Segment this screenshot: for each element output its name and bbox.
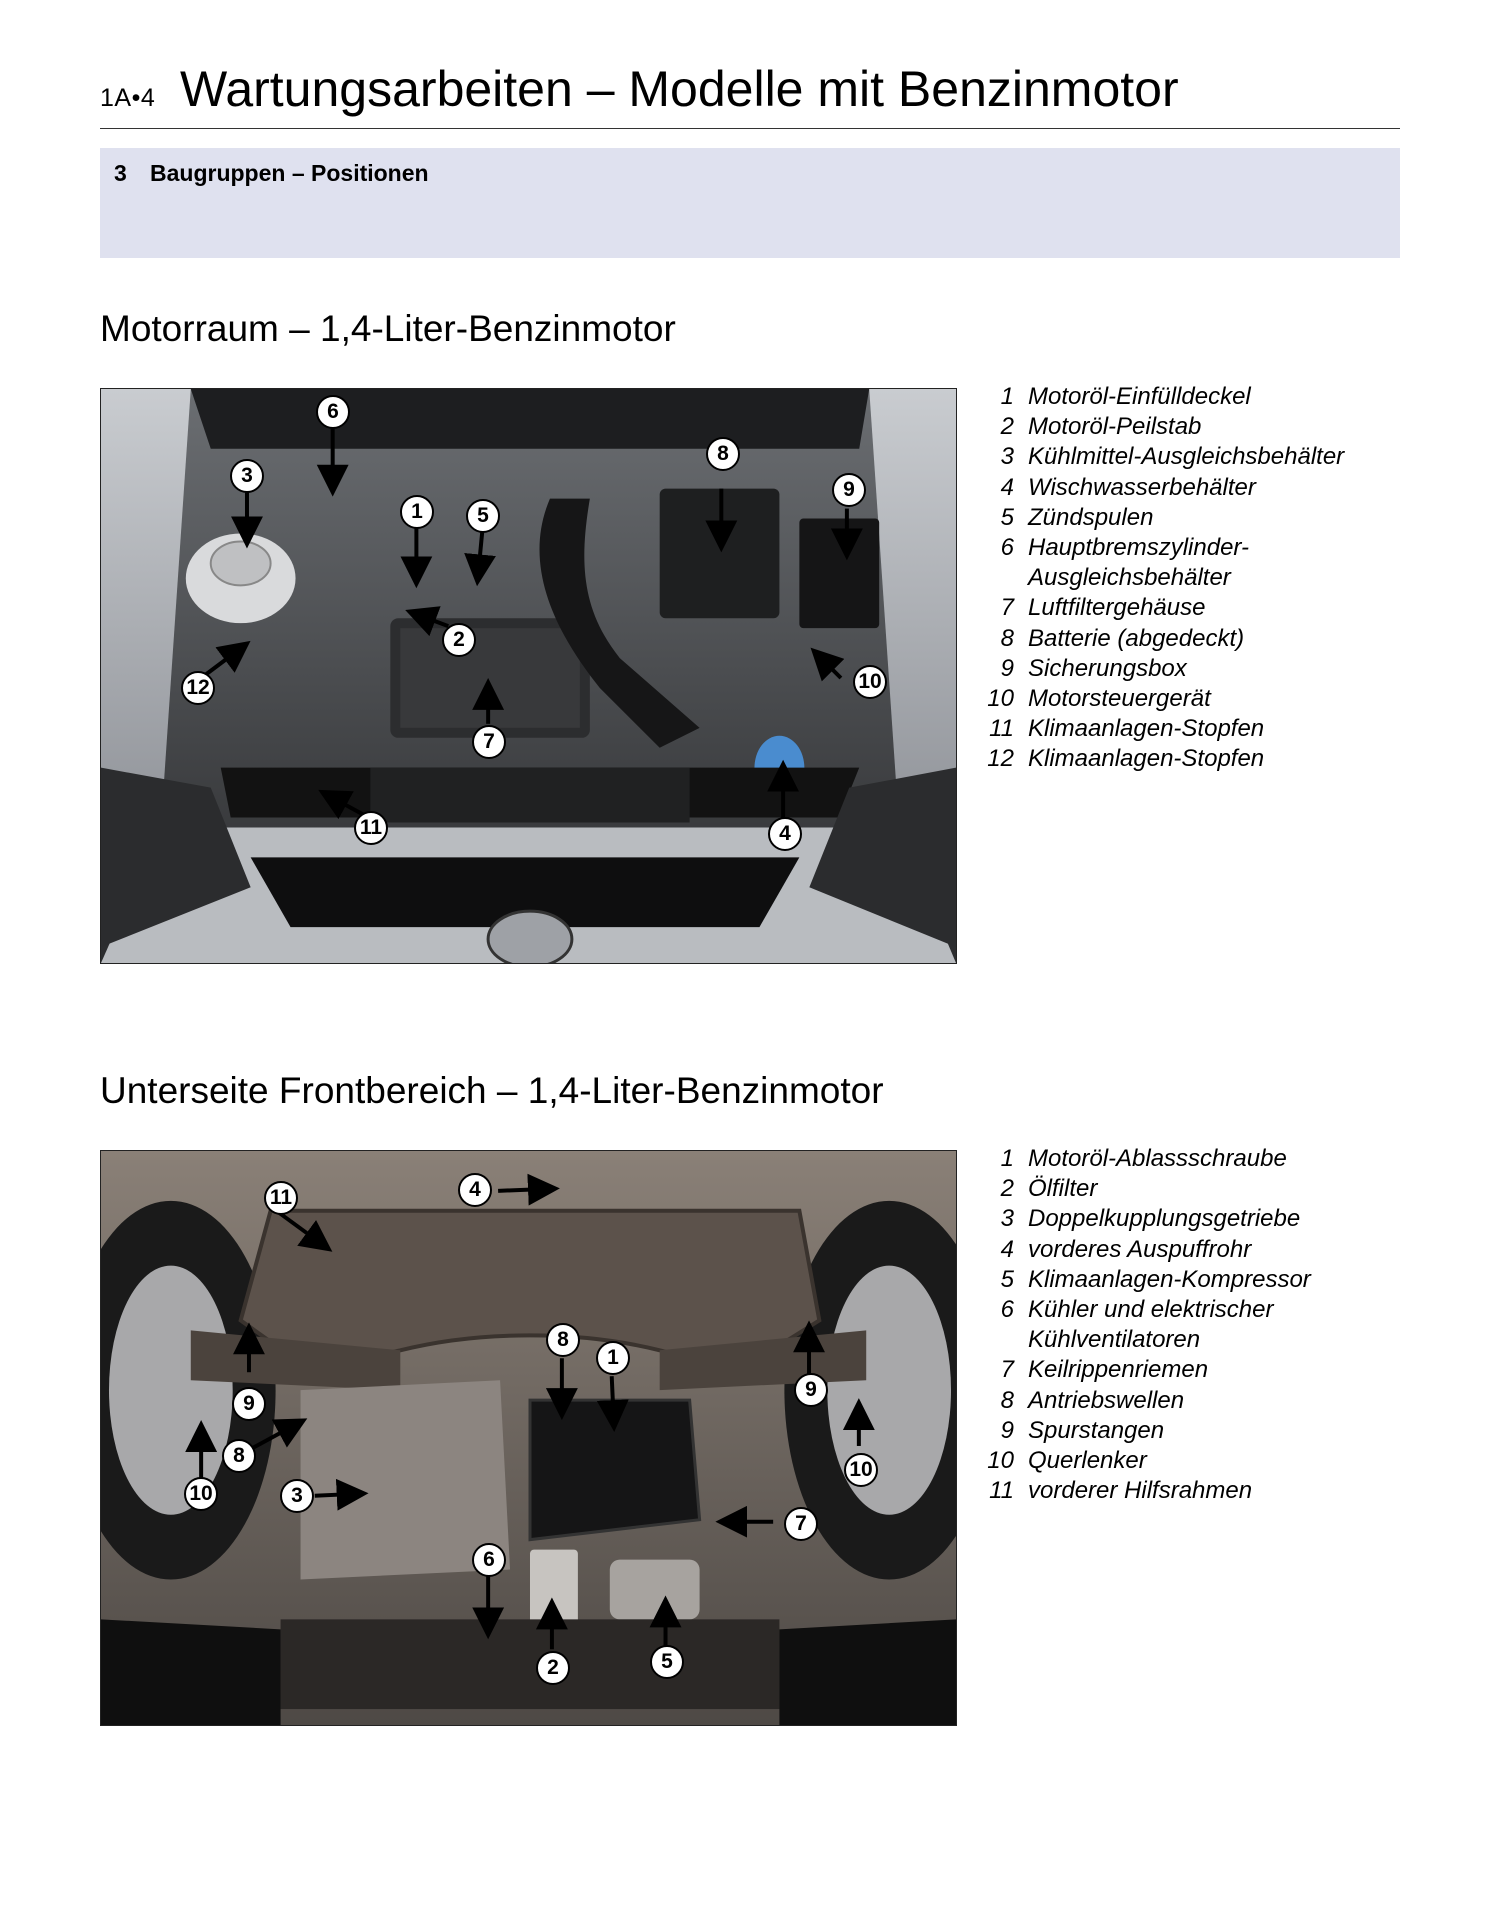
page-header (100, 60, 1400, 129)
callout-3: 3 (280, 1479, 314, 1513)
section-box (100, 148, 1400, 258)
legend-item: 2 Ölfilter (1000, 1175, 1098, 1203)
engine-bay-photo (100, 388, 957, 964)
callout-6: 6 (316, 395, 350, 429)
legend-item: 10 Querlenker (987, 1447, 1147, 1475)
callout-10: 10 (853, 665, 887, 699)
figure2-legend (980, 1144, 1311, 1506)
legend-item: 10 Motorsteuergerät (987, 685, 1211, 713)
callout-10: 10 (844, 1453, 878, 1487)
underside-photo (100, 1150, 957, 1726)
figure2-heading: Unterseite Frontbereich – 1,4-Liter-Benzinmotor (100, 1070, 884, 1111)
callout-5: 5 (466, 499, 500, 533)
legend-item: 3 Doppelkupplungsgetriebe (1000, 1205, 1301, 1233)
figure1-legend (980, 382, 1344, 775)
callout-8: 8 (706, 437, 740, 471)
legend-item: 11 vorderer Hilfsrahmen (989, 1477, 1253, 1505)
callout-8: 8 (222, 1439, 256, 1473)
legend-item: 11 Klimaanlagen-Stopfen (989, 715, 1265, 743)
callout-3: 3 (230, 459, 264, 493)
callout-11: 11 (264, 1181, 298, 1215)
section-title: Baugruppen – Positionen (150, 160, 429, 186)
legend-item: 8 Antriebswellen (1000, 1386, 1185, 1414)
callout-12: 12 (181, 671, 215, 705)
figure1-heading: Motorraum – 1,4-Liter-Benzinmotor (100, 308, 676, 349)
callout-9: 9 (794, 1373, 828, 1407)
callout-2: 2 (442, 623, 476, 657)
callout-7: 7 (784, 1507, 818, 1541)
callout-1: 1 (400, 495, 434, 529)
legend-item: 6 Hauptbremszylinder- (1000, 534, 1249, 562)
callout-7: 7 (472, 725, 506, 759)
callout-4: 4 (458, 1173, 492, 1207)
legend-item: 8 Batterie (abgedeckt) (1000, 624, 1245, 652)
callout-10: 10 (184, 1477, 218, 1511)
legend-item: 5 Klimaanlagen-Kompressor (1000, 1265, 1311, 1293)
legend-item: Kühlventilatoren (1028, 1326, 1201, 1354)
legend-item: Ausgleichsbehälter (1028, 564, 1231, 592)
callout-8: 8 (546, 1323, 580, 1357)
legend-item: 6 Kühler und elektrischer (1000, 1296, 1274, 1324)
legend-item: 7 Luftfiltergehäuse (1000, 594, 1206, 622)
callout-6: 6 (472, 1543, 506, 1577)
page-title: Wartungsarbeiten – Modelle mit Benzinmotor (180, 61, 1179, 117)
page-number: 1A•4 (100, 84, 156, 112)
legend-item: 2 Motoröl-Peilstab (1000, 413, 1202, 441)
callout-2: 2 (536, 1651, 570, 1685)
callout-1: 1 (596, 1341, 630, 1375)
legend-item: 9 Sicherungsbox (1000, 654, 1187, 682)
legend-item: 5 Zündspulen (1000, 503, 1154, 531)
callout-5: 5 (650, 1645, 684, 1679)
legend-item: 1 Motoröl-Ablassschraube (1000, 1145, 1287, 1172)
legend-item: 7 Keilrippenriemen (1000, 1356, 1209, 1384)
legend-item: 1 Motoröl-Einfülldeckel (1000, 383, 1251, 410)
underside-arrows (101, 1151, 956, 1725)
legend-item: 9 Spurstangen (1000, 1416, 1165, 1444)
callout-9: 9 (832, 473, 866, 507)
callout-9: 9 (232, 1387, 266, 1421)
callout-4: 4 (768, 817, 802, 851)
legend-item: 12 Klimaanlagen-Stopfen (987, 745, 1265, 773)
legend-item: 4 Wischwasserbehälter (1000, 473, 1256, 501)
callout-11: 11 (354, 811, 388, 845)
legend-item: 3 Kühlmittel-Ausgleichsbehälter (1000, 443, 1345, 471)
section-number: 3 (114, 160, 127, 186)
legend-item: 4 vorderes Auspuffrohr (1000, 1235, 1252, 1263)
